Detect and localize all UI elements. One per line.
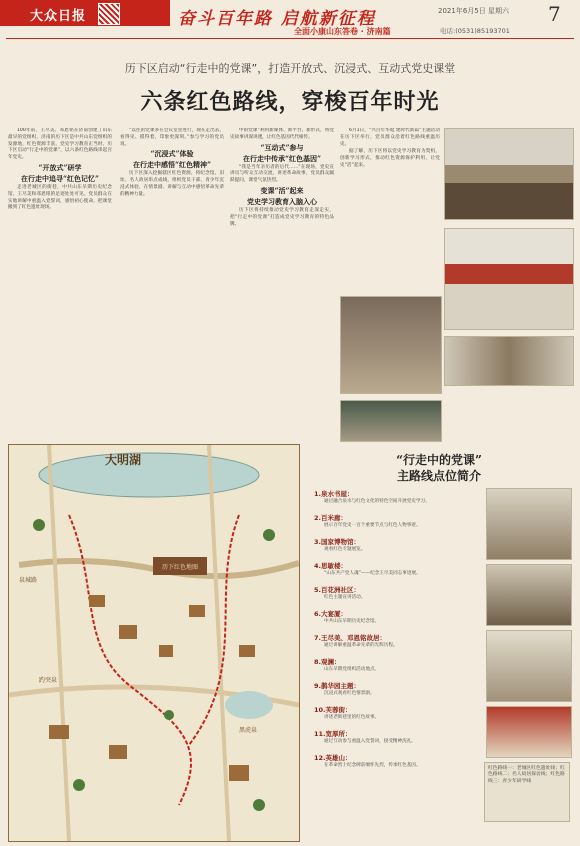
route-item bbox=[314, 730, 482, 746]
route-item bbox=[314, 658, 482, 674]
route-item bbox=[314, 634, 482, 650]
route-desc: “山东共产党人魂”——纪念王尽美同志事迹展。 bbox=[324, 571, 421, 576]
route-desc: 通过互动参与重温入党誓词，接受精神洗礼。 bbox=[324, 739, 416, 744]
header-divider bbox=[6, 38, 574, 39]
route-name: 3.国家博物馆： bbox=[314, 538, 360, 546]
subheading: 变课“活”起来 bbox=[260, 185, 304, 195]
paragraph: 走进老城区的街巷，中共山东早期历史纪念馆、王尽美和邓恩铭的足迹处处可见。党员群众在实地讲解中重温入党誓词，感悟初心使命，把课堂搬到了红色遗址现场。 bbox=[8, 184, 112, 211]
route-name: 8.观澜： bbox=[314, 658, 341, 666]
map-spring-label-2: 黑虎泉 bbox=[239, 727, 258, 734]
article-column-1 bbox=[8, 128, 112, 440]
route-item bbox=[314, 682, 482, 698]
article-column-3 bbox=[230, 128, 334, 440]
map-banner: 历下红色地图 bbox=[153, 557, 207, 575]
issue-date: 2021年6月5日 星期六 bbox=[438, 7, 509, 15]
article-column-4 bbox=[340, 128, 440, 224]
subheading: 在行走中追寻“红色记忆” bbox=[20, 173, 100, 183]
route-name: 10.芙蓉街： bbox=[314, 706, 352, 714]
photo-red-building bbox=[444, 228, 574, 330]
route-desc: 通过讲解重温革命先辈的光辉历程。 bbox=[324, 643, 398, 648]
qr-code-icon bbox=[98, 3, 120, 25]
map-lake-label: 大明湖 bbox=[105, 453, 142, 467]
route-legend: 红色路线一：老城区红色遗址线；红色路线二：名人故居探访线；红色路线三：青少年研学线 bbox=[484, 762, 570, 822]
route-item bbox=[314, 586, 482, 602]
paragraph: 历下区深入挖掘辖区红色资源，将纪念馆、旧址、名人故居串点成线，组织党员干部、青少年沉浸式体验，在情景剧、讲解与互动中感悟革命先辈的精神力量。 bbox=[120, 171, 224, 197]
paragraph: 100年前，王尽美、邓恩铭在济南创建了山东最早的党组织，济南的历下区是中共山东党组织的发源地，红色资源丰富，党史学习教育正当时。历下区启动“行走中的党课”，以六条红色路线串起百年党史。 bbox=[8, 128, 112, 161]
route-desc: 展示百年党史一百个重要节点与红色人物事迹。 bbox=[324, 523, 421, 528]
map-spring-label: 趵突泉 bbox=[39, 677, 58, 684]
route-desc: 观看红色专题展览。 bbox=[324, 547, 366, 552]
paragraph: 据了解，历下区将以党史学习教育为契机，创新学习形式，推动红色资源保护利用，让党史“活”起来。 bbox=[340, 149, 440, 168]
route-name: 7.王尽美、邓恩铭故居： bbox=[314, 634, 386, 642]
route-desc: 红色主题宣讲活动。 bbox=[324, 595, 366, 600]
article-column-4-continued bbox=[340, 228, 440, 288]
page-number: 7 bbox=[548, 2, 561, 26]
subheading: 在行走中传承“红色基因” bbox=[242, 153, 322, 163]
paragraph: “我是当年亲历者的后代……”在现场，党史宣讲员与听众互动交流，讲述革命故事，党员群众踊跃提问，课堂气氛热烈。 bbox=[230, 164, 334, 184]
route-item bbox=[314, 514, 482, 530]
subheading: 在行走中感悟“红色精神” bbox=[132, 160, 212, 170]
route-desc: 讲述老街巷里的红色故事。 bbox=[324, 715, 380, 720]
route-item bbox=[314, 490, 482, 506]
route-desc: 中共山东早期历史纪念馆。 bbox=[324, 619, 380, 624]
paragraph: “以往的党课多在会议室里进行，现在走出去，看得见、摸得着，印象更深刻。”参与学习的党员说。 bbox=[120, 128, 224, 147]
photo-route-site bbox=[486, 564, 572, 626]
paragraph: 历下区将持续推动党史学习教育走深走实，把“行走中的党课”打造成党史学习教育的特色品牌。 bbox=[230, 207, 334, 227]
paragraph: 中的党课”利用新媒体、新平台、新形式，将党史故事讲深讲透，让红色基因代代相传。 bbox=[230, 128, 334, 140]
route-name: 4.思敏楼： bbox=[314, 562, 347, 570]
slogan: 奋斗百年路 启航新征程 bbox=[178, 9, 376, 29]
route-list-section bbox=[306, 444, 572, 840]
route-item bbox=[314, 562, 482, 578]
route-item bbox=[314, 610, 482, 626]
hotline: 电话:(0531)85193701 bbox=[440, 27, 510, 35]
map-illustration bbox=[9, 445, 299, 841]
photo-exhibition bbox=[340, 296, 442, 394]
photo-route-site bbox=[486, 488, 572, 560]
route-item bbox=[314, 706, 482, 722]
hand-drawn-map bbox=[8, 444, 300, 842]
route-name: 9.鹊华园主题： bbox=[314, 682, 360, 690]
map-street-label: 泉城路 bbox=[19, 577, 38, 584]
masthead bbox=[0, 0, 580, 38]
paragraph: 6月1日，“兴百年华诞 建时代新篇”主题活动在历下区举行，党员群众沿着红色路线重温历史。 bbox=[340, 128, 440, 147]
photo-route-site bbox=[486, 630, 572, 702]
subheading: 党史学习教育入脑入心 bbox=[247, 196, 317, 206]
paper-name: 大众日报 bbox=[30, 9, 87, 24]
subheading: “开放式”研学 bbox=[38, 162, 82, 172]
route-list-subtitle: 主路线点位简介 bbox=[396, 469, 481, 483]
route-desc: 在革命烈士纪念碑前缅怀先烈，传承红色基因。 bbox=[324, 763, 421, 768]
route-list-title: “行走中的党课” bbox=[396, 453, 482, 467]
route-name: 1.泉水书屋： bbox=[314, 490, 354, 498]
route-name: 5.百花洲社区： bbox=[314, 586, 360, 594]
kicker-subheadline: 历下区启动“行走中的党课”，打造开放式、沉浸式、互动式党史课堂 bbox=[124, 62, 456, 75]
route-item bbox=[314, 538, 482, 554]
route-desc: 沉浸式观看红色情景剧。 bbox=[324, 691, 375, 696]
route-name: 11.宽厚所： bbox=[314, 730, 352, 738]
route-item bbox=[314, 754, 482, 770]
photo-route-site bbox=[486, 706, 572, 758]
route-name: 12.英雄山： bbox=[314, 754, 352, 762]
route-desc: 通过融合泉水与红色文化的特色空间开展党史学习。 bbox=[324, 499, 430, 504]
route-name: 6.大宴厦： bbox=[314, 610, 347, 618]
subheading: “互动式”参与 bbox=[260, 142, 304, 152]
route-name: 2.百米廊： bbox=[314, 514, 347, 522]
photo-memorial-hall bbox=[444, 128, 574, 220]
section-title: 全面小康山东答卷 · 济南篇 bbox=[294, 27, 391, 36]
photo-lecture bbox=[444, 336, 574, 386]
photo-visitors bbox=[340, 400, 442, 442]
article-column-2 bbox=[120, 128, 224, 440]
main-headline: 六条红色路线，穿梭百年时光 bbox=[140, 89, 440, 115]
route-desc: 山东早期党组织活动地点。 bbox=[324, 667, 380, 672]
subheading: “沉浸式”体验 bbox=[150, 149, 194, 159]
